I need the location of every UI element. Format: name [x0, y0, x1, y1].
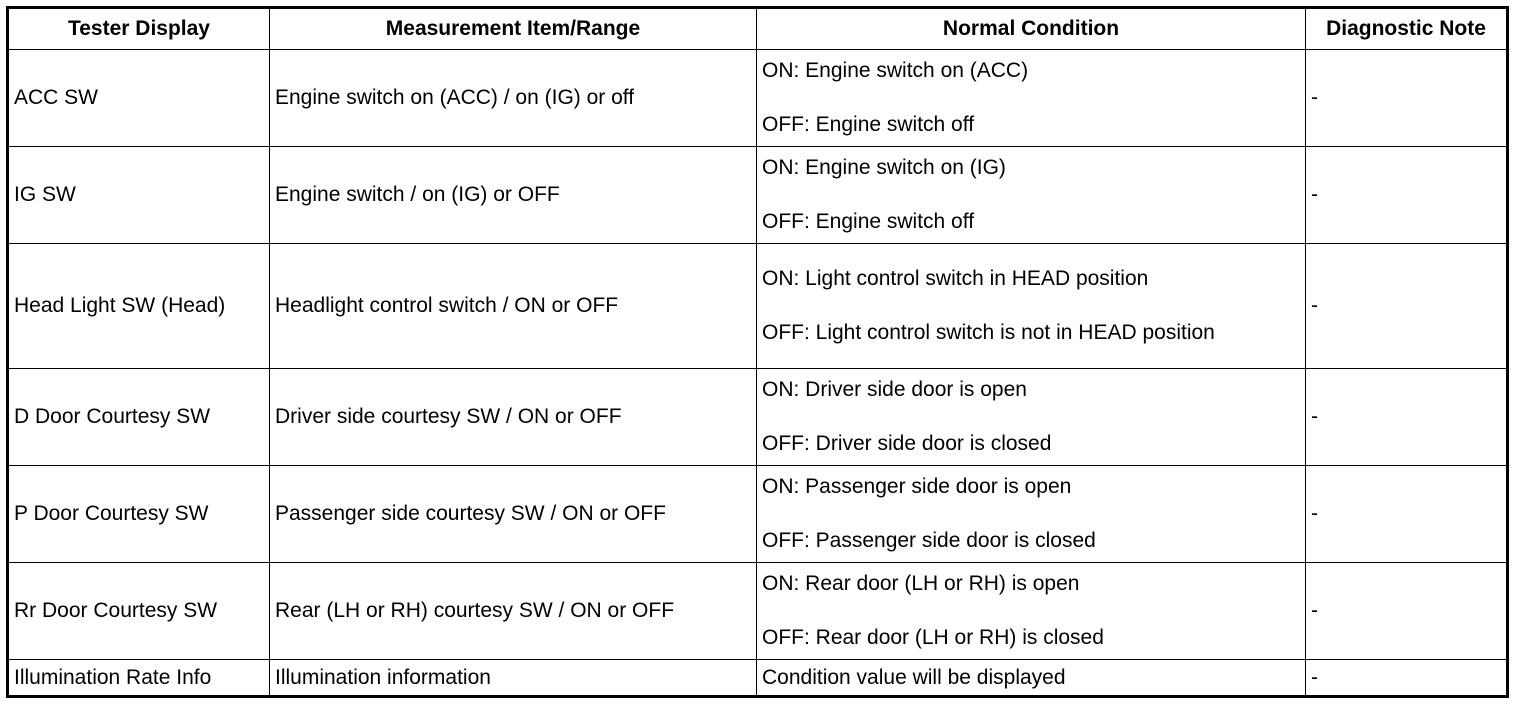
- table-row: [8, 369, 1508, 466]
- normal-condition-cell: [757, 466, 1306, 563]
- normal-condition-cell: [757, 50, 1306, 147]
- condition-on-text: ON: Light control switch in HEAD position: [762, 267, 1149, 290]
- measurement-item-cell: Driver side courtesy SW / ON or OFF: [270, 369, 757, 466]
- diagnostic-note-cell: -: [1306, 50, 1508, 147]
- column-header-normal-condition: Normal Condition: [757, 8, 1306, 50]
- diagnostic-note-cell: -: [1306, 466, 1508, 563]
- condition-off-text: OFF: Rear door (LH or RH) is closed: [762, 626, 1104, 649]
- data-list-table-container: [6, 6, 1509, 698]
- measurement-item-cell: Headlight control switch / ON or OFF: [270, 244, 757, 369]
- measurement-item-cell: Engine switch / on (IG) or OFF: [270, 147, 757, 244]
- condition-off-text: OFF: Passenger side door is closed: [762, 529, 1096, 552]
- normal-condition-cell: [757, 147, 1306, 244]
- data-list-table: [6, 6, 1509, 698]
- diagnostic-note-cell: -: [1306, 244, 1508, 369]
- condition-on-text: ON: Engine switch on (ACC): [762, 59, 1029, 82]
- measurement-item-cell: Engine switch on (ACC) / on (IG) or off: [270, 50, 757, 147]
- normal-condition-cell: [757, 563, 1306, 660]
- condition-off-text: OFF: Engine switch off: [762, 210, 975, 233]
- diagnostic-note-cell: -: [1306, 369, 1508, 466]
- tester-display-cell: IG SW: [8, 147, 270, 244]
- normal-condition-cell: [757, 369, 1306, 466]
- diagnostic-note-cell: -: [1306, 147, 1508, 244]
- condition-on-text: ON: Passenger side door is open: [762, 475, 1072, 498]
- diagnostic-note-cell: -: [1306, 660, 1508, 697]
- condition-off-text: OFF: Light control switch is not in HEAD position: [762, 321, 1215, 344]
- table-row: [8, 147, 1508, 244]
- column-header-diagnostic-note: Diagnostic Note: [1306, 8, 1508, 50]
- column-header-tester-display: Tester Display: [8, 8, 270, 50]
- condition-on-text: ON: Driver side door is open: [762, 378, 1027, 401]
- normal-condition-cell: [757, 244, 1306, 369]
- tester-display-cell: P Door Courtesy SW: [8, 466, 270, 563]
- table-row: [8, 50, 1508, 147]
- table-row: [8, 563, 1508, 660]
- condition-off-text: OFF: Engine switch off: [762, 113, 975, 136]
- table-row: [8, 660, 1508, 697]
- measurement-item-cell: Passenger side courtesy SW / ON or OFF: [270, 466, 757, 563]
- measurement-item-cell: Illumination information: [270, 660, 757, 697]
- tester-display-cell: Illumination Rate Info: [8, 660, 270, 697]
- measurement-item-cell: Rear (LH or RH) courtesy SW / ON or OFF: [270, 563, 757, 660]
- column-header-measurement-item: Measurement Item/Range: [270, 8, 757, 50]
- table-header-row: [8, 8, 1508, 50]
- normal-condition-cell: Condition value will be displayed: [757, 660, 1306, 697]
- tester-display-cell: Head Light SW (Head): [8, 244, 270, 369]
- condition-on-text: ON: Engine switch on (IG): [762, 156, 1006, 179]
- diagnostic-note-cell: -: [1306, 563, 1508, 660]
- tester-display-cell: ACC SW: [8, 50, 270, 147]
- tester-display-cell: D Door Courtesy SW: [8, 369, 270, 466]
- tester-display-cell: Rr Door Courtesy SW: [8, 563, 270, 660]
- table-row: [8, 244, 1508, 369]
- table-row: [8, 466, 1508, 563]
- condition-off-text: OFF: Driver side door is closed: [762, 432, 1052, 455]
- condition-on-text: ON: Rear door (LH or RH) is open: [762, 572, 1080, 595]
